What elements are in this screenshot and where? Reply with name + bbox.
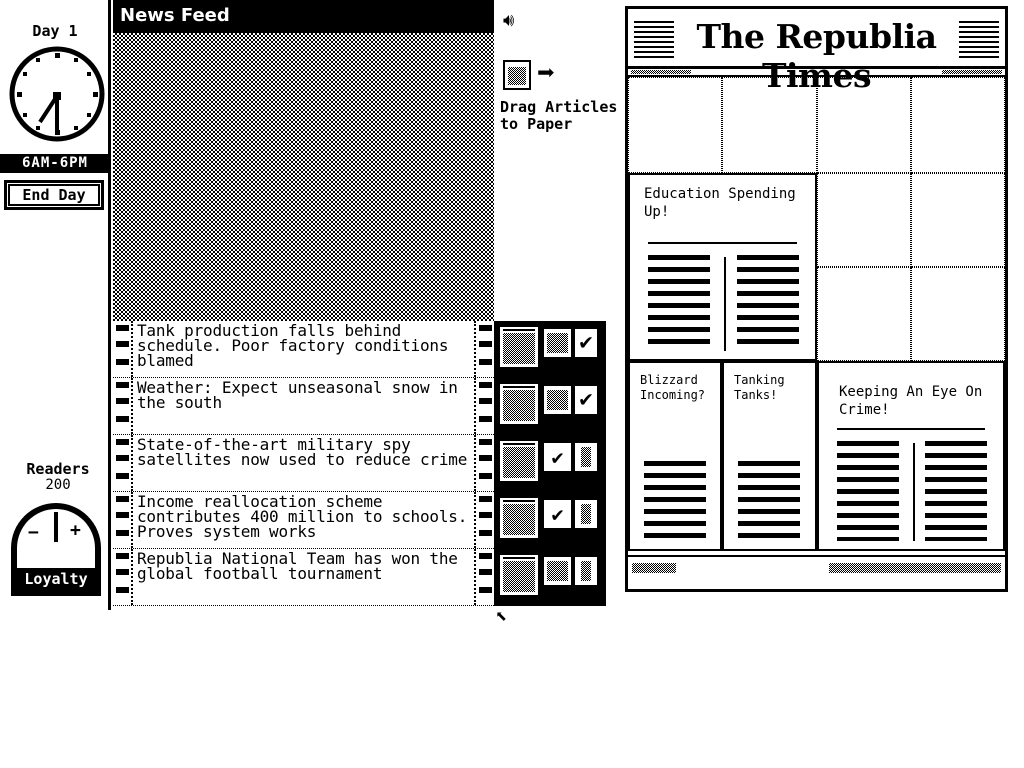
size-medium-button[interactable] [544,500,571,528]
film-hole [479,587,492,593]
article-icon [503,60,531,90]
film-hole [116,341,129,347]
paper-slot[interactable] [817,267,911,361]
feed-item-text: Income reallocation scheme contributes 400 million to schools. Proves system works [137,492,468,541]
article-size-controls [494,378,606,435]
film-hole [116,496,129,502]
paper-article[interactable] [628,173,817,361]
newspaper[interactable] [625,6,1008,592]
film-strip-right [474,549,494,605]
film-hole [116,398,129,404]
paper-article[interactable] [722,361,817,551]
paper-article[interactable] [628,361,722,551]
film-hole [479,416,492,422]
film-hole [479,569,492,575]
news-feed-empty-area [113,33,494,321]
article-size-controls [494,549,606,606]
paper-slot[interactable] [911,267,1005,361]
article-rule [837,428,985,430]
check-icon: ✔ [544,443,571,471]
size-large-button[interactable] [500,555,538,595]
film-hole [116,455,129,461]
masthead-lines-left [634,21,674,59]
film-hole [116,512,129,518]
feed-item-text: Tank production falls behind schedule. Poor factory conditions blamed [137,321,449,370]
mouse-cursor-icon: ⬉ [495,604,508,628]
paper-footer [628,549,1005,589]
film-hole [479,530,492,536]
size-large-button[interactable] [500,327,538,367]
film-hole [479,398,492,404]
article-text-lines [644,461,706,545]
article-text-lines [925,441,987,541]
drag-hint-line1: Drag Articles [500,98,618,116]
film-strip-right [474,321,494,377]
film-strip-left [113,549,133,605]
film-hole [479,473,492,479]
drag-hint-line2: to Paper [500,115,573,133]
feed-item[interactable] [113,492,494,549]
size-medium-button[interactable] [544,329,571,357]
size-medium-button[interactable] [544,386,571,414]
paper-slot[interactable] [911,173,1005,267]
time-range: 6AM-6PM [0,154,110,173]
paper-slot[interactable] [722,77,817,173]
speaker-icon[interactable]: 🔊︎ [503,10,515,31]
feed-item-text: Republia National Team has won the global football tournament [137,549,458,583]
article-size-controls [494,321,606,378]
clock-icon [8,44,108,144]
article-text-lines [737,255,799,350]
film-hole [479,325,492,331]
feed-item[interactable] [113,321,494,378]
article-text-lines [837,441,899,541]
drag-hint [500,99,617,133]
paper-slot[interactable] [817,77,911,173]
film-hole [116,569,129,575]
size-small-button[interactable] [575,500,597,528]
article-size-controls [494,492,606,549]
loyalty-value: 0 [51,548,61,567]
paper-article-title: Blizzard Incoming? [640,373,706,402]
film-hole [116,473,129,479]
paper-slot[interactable] [817,173,911,267]
article-rule [648,242,797,244]
article-size-controls [494,435,606,492]
film-hole [479,553,492,559]
film-hole [116,359,129,365]
masthead-title: The Republia Times [696,17,937,95]
day-label: Day 1 [32,22,78,40]
film-hole [479,512,492,518]
paper-slot[interactable] [628,77,722,173]
size-small-button[interactable] [575,557,597,585]
film-strip-right [474,492,494,548]
size-small-button[interactable]: ✔ [575,329,597,357]
end-day-button[interactable] [4,180,104,210]
film-hole [116,587,129,593]
loyalty-minus: − [28,522,39,543]
film-strip-left [113,492,133,548]
size-small-button[interactable] [575,443,597,471]
feed-item[interactable] [113,378,494,435]
article-text-lines [738,461,800,545]
size-large-button[interactable] [500,498,538,538]
paper-article[interactable] [817,361,1005,551]
size-large-button[interactable] [500,384,538,424]
readers-count: 200 [45,477,71,493]
check-icon: ✔ [544,500,571,528]
masthead-strip [628,69,1005,77]
paper-article-title: Keeping An Eye On Crime! [839,384,983,418]
film-hole [479,359,492,365]
film-hole [479,439,492,445]
film-hole [479,496,492,502]
readers-label: Readers [26,460,90,478]
paper-slot[interactable] [911,77,1005,173]
paper-article-title: Education Spending Up! [644,186,796,220]
feed-item[interactable] [113,435,494,492]
film-hole [479,341,492,347]
film-strip-left [113,435,133,491]
feed-item[interactable] [113,549,494,606]
article-column-divider [724,257,726,351]
news-feed-title: News Feed [113,0,494,33]
film-hole [116,439,129,445]
masthead-lines-right [959,21,999,59]
feed-item-text: Weather: Expect unseasonal snow in the south [137,378,458,412]
film-hole [479,455,492,461]
size-small-button[interactable]: ✔ [575,386,597,414]
film-strip-left [113,321,133,377]
film-strip-right [474,378,494,434]
loyalty-plus: + [70,520,81,541]
article-text-lines [648,255,710,350]
feed-item-text: State-of-the-art military spy satellites now used to reduce crime [137,435,468,469]
film-hole [116,530,129,536]
film-hole [479,382,492,388]
paper-article-title: Tanking Tanks! [734,373,785,402]
film-strip-right [474,435,494,491]
size-medium-button[interactable] [544,557,571,585]
end-day-label: End Day [8,184,100,206]
film-hole [116,416,129,422]
article-column-divider [913,443,915,541]
loyalty-label: Loyalty [24,570,88,588]
film-hole [116,382,129,388]
film-hole [116,325,129,331]
left-divider [108,0,111,610]
masthead [628,9,1005,95]
film-hole [116,553,129,559]
loyalty-gauge [8,500,104,598]
arrow-right-icon: ➡ [537,56,556,91]
film-strip-left [113,378,133,434]
size-large-button[interactable] [500,441,538,481]
size-medium-button[interactable] [544,443,571,471]
